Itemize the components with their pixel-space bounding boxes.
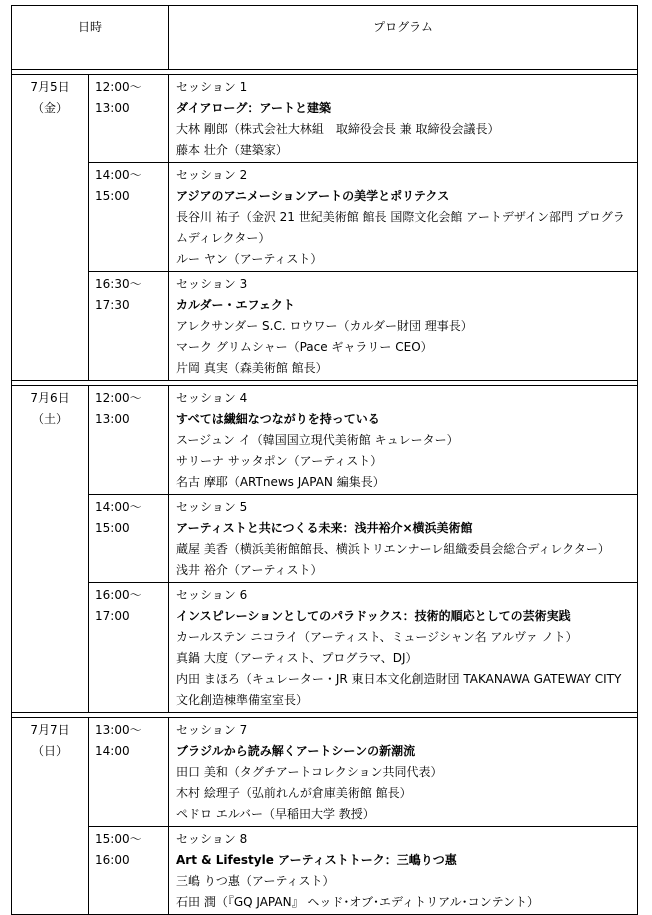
time-end: 13:00	[95, 412, 130, 426]
session-row	[12, 75, 638, 163]
session-title: ダイアローグ：アートと建築	[176, 101, 332, 115]
time-cell	[89, 583, 169, 713]
time-cell	[89, 827, 169, 915]
time-start: 13:00～	[95, 723, 142, 737]
day-date: 7月6日	[30, 391, 70, 405]
time-end: 14:00	[95, 744, 130, 758]
program-cell	[169, 718, 638, 827]
speaker: 蔵屋 美香（横浜美術館館長、横浜トリエンナーレ組織委員会総合ディレクター）	[176, 542, 610, 556]
session-row	[12, 718, 638, 827]
day-weekday: （日）	[31, 744, 68, 758]
time-end: 15:00	[95, 521, 130, 535]
program-cell	[169, 75, 638, 163]
session-title: アジアのアニメーションアートの美学とポリテクス	[176, 189, 450, 203]
day-date: 7月7日	[30, 723, 70, 737]
session-label: セッション 1	[176, 80, 248, 94]
schedule-table	[11, 5, 638, 915]
time-start: 12:00～	[95, 80, 142, 94]
speaker: 木村 絵理子（弘前れんが倉庫美術館 館長）	[176, 786, 412, 800]
session-row	[12, 386, 638, 495]
time-cell	[89, 75, 169, 163]
datetime-header: 日時	[12, 6, 169, 70]
session-label: セッション 5	[176, 500, 248, 514]
session-title: インスピレーションとしてのパラドックス：技術的順応としての芸術実践	[176, 609, 571, 623]
time-cell	[89, 718, 169, 827]
speaker: 長谷川 祐子（金沢 21 世紀美術館 館長 国際文化会館 アートデザイン部門 プログラムディレクター）	[176, 210, 625, 245]
session-row	[12, 272, 638, 381]
time-cell	[89, 272, 169, 381]
header-row	[12, 6, 638, 70]
session-label: セッション 2	[176, 168, 248, 182]
speaker: 名古 摩耶（ARTnews JAPAN 編集長）	[176, 475, 385, 489]
time-start: 16:30～	[95, 277, 142, 291]
session-label: セッション 4	[176, 391, 248, 405]
program-header: プログラム	[169, 6, 638, 70]
program-cell	[169, 163, 638, 272]
time-end: 17:30	[95, 298, 130, 312]
session-title: アーティストと共につくる未来：浅井裕介×横浜美術館	[176, 521, 473, 535]
program-cell	[169, 272, 638, 381]
time-start: 14:00～	[95, 168, 142, 182]
speaker: 石田 潤（『GQ JAPAN』 ヘッド･オブ･エディトリアル･コンテント）	[176, 895, 539, 909]
time-end: 13:00	[95, 101, 130, 115]
time-start: 16:00～	[95, 588, 142, 602]
speaker: 浅井 裕介（アーティスト）	[176, 563, 323, 577]
time-end: 16:00	[95, 853, 130, 867]
day-weekday: （土）	[31, 412, 68, 426]
session-title: すべては繊細なつながりを持っている	[176, 412, 380, 426]
day-date: 7月5日	[30, 80, 70, 94]
speaker: 真鍋 大度（アーティスト、プログラマ、DJ）	[176, 651, 418, 665]
time-start: 12:00～	[95, 391, 142, 405]
program-cell	[169, 827, 638, 915]
time-end: 15:00	[95, 189, 130, 203]
time-end: 17:00	[95, 609, 130, 623]
speaker: ペドロ エルバー（早稲田大学 教授）	[176, 807, 375, 821]
session-row	[12, 583, 638, 713]
speaker: 田口 美和（タグチアートコレクション共同代表）	[176, 765, 443, 779]
day-weekday: （金）	[31, 101, 68, 115]
speaker: 大林 剛郎（株式会社大林組 取締役会長 兼 取締役会議長）	[176, 122, 500, 136]
session-row	[12, 827, 638, 915]
session-title: カルダー・エフェクト	[176, 298, 295, 312]
speaker: 三嶋 りつ惠（アーティスト）	[176, 874, 335, 888]
day-cell	[12, 75, 89, 381]
session-row	[12, 495, 638, 583]
session-title: ブラジルから読み解くアートシーンの新潮流	[176, 744, 416, 758]
day-cell	[12, 718, 89, 915]
day-cell	[12, 386, 89, 713]
speaker: 内田 まほろ（キュレーター・JR 東日本文化創造財団 TAKANAWA GATEWAY CITY 文化創造棟準備室室長）	[176, 672, 622, 707]
speaker: スージュン イ（韓国国立現代美術館 キュレーター）	[176, 433, 459, 447]
time-start: 15:00～	[95, 832, 142, 846]
session-title: Art & Lifestyle アーティストトーク：三嶋りつ惠	[176, 853, 457, 867]
session-label: セッション 7	[176, 723, 248, 737]
session-label: セッション 8	[176, 832, 248, 846]
speaker: マーク グリムシャー（Pace ギャラリー CEO）	[176, 340, 433, 354]
session-label: セッション 3	[176, 277, 248, 291]
speaker: ルー ヤン（アーティスト）	[176, 252, 323, 266]
program-cell	[169, 495, 638, 583]
speaker: カールステン ニコライ（アーティスト、ミュージシャン名 アルヴァ ノト）	[176, 630, 578, 644]
program-cell	[169, 386, 638, 495]
speaker: 片岡 真実（森美術館 館長）	[176, 361, 328, 375]
session-label: セッション 6	[176, 588, 248, 602]
time-cell	[89, 163, 169, 272]
speaker: サリーナ サッタポン（アーティスト）	[176, 454, 383, 468]
program-cell	[169, 583, 638, 713]
time-cell	[89, 386, 169, 495]
session-row	[12, 163, 638, 272]
speaker: アレクサンダー S.C. ロウワー（カルダー財団 理事長）	[176, 319, 473, 333]
speaker: 藤本 壮介（建築家）	[176, 143, 288, 157]
time-start: 14:00～	[95, 500, 142, 514]
schedule-body	[12, 70, 638, 915]
time-cell	[89, 495, 169, 583]
